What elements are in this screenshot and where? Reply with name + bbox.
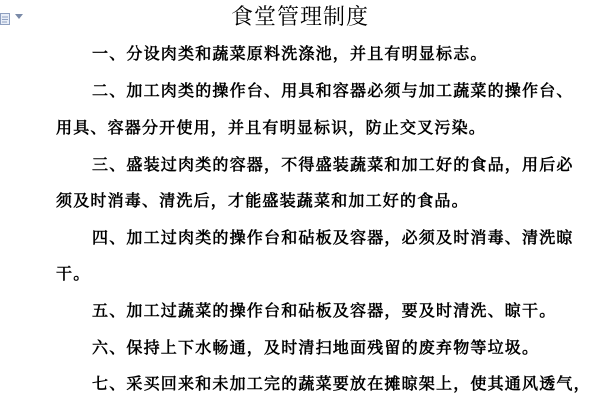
paragraph-3-line-1: 三、盛装过肉类的容器，不得盛装蔬菜和加工好的食品，用后必 (92, 155, 574, 174)
paragraph-2-line-2: 用具、容器分开使用，并且有明显标识，防止交叉污染。 (56, 118, 487, 137)
paragraph-6-line-1: 六、保持上下水畅通，及时清扫地面残留的废弃物等垃圾。 (92, 338, 540, 357)
paragraph-2-line-1: 二、加工肉类的操作台、用具和容器必须与加工蔬菜的操作台、 (92, 81, 574, 100)
document-title: 食堂管理制度 (230, 5, 369, 30)
paragraph-4-line-2: 干。 (56, 264, 91, 283)
paragraph-7-line-1: 七、采买回来和未加工完的蔬菜要放在摊晾架上，使其通风透气， (92, 374, 591, 393)
paragraph-1-line-1: 一、分设肉类和蔬菜原料洗涤池，并且有明显标志。 (92, 44, 488, 63)
paragraph-4-line-1: 四、加工过肉类的操作台和砧板及容器，必须及时消毒、清洗晾 (92, 228, 574, 247)
paragraph-5-line-1: 五、加工过蔬菜的操作台和砧板及容器，要及时清洗、晾干。 (92, 301, 557, 320)
paragraph-3-line-2: 须及时消毒、清洗后，才能盛装蔬菜和加工好的食品。 (56, 191, 469, 210)
